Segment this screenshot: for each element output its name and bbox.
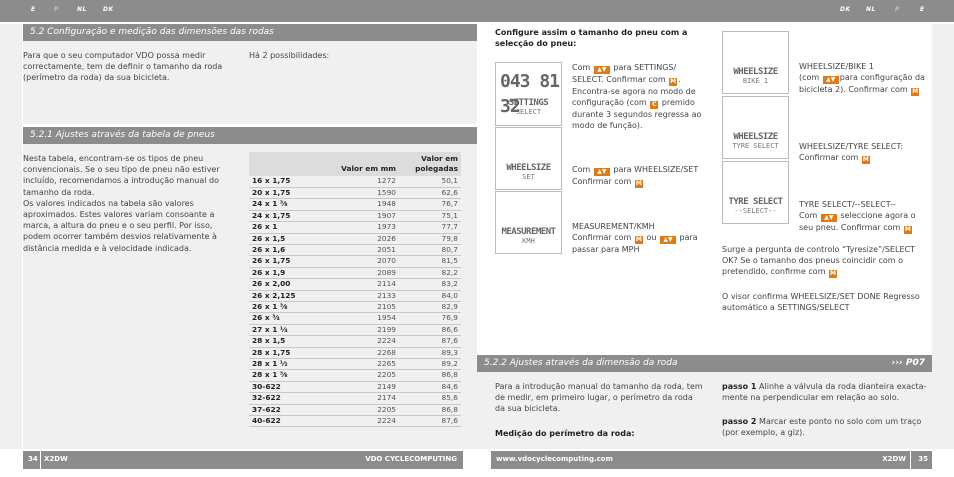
lcd-wheelsize-tyreselect [722, 96, 789, 159]
table-row [249, 393, 461, 404]
table-row [249, 199, 461, 210]
tyre-mm-cell: 2105 [325, 301, 399, 312]
tyre-mm-cell: 2224 [325, 336, 399, 347]
table-row [249, 233, 461, 244]
tyre-in-cell: 50,1 [399, 176, 461, 187]
tyre-size-cell: 37-622 [249, 404, 325, 415]
tyre-in-cell: 86,8 [399, 404, 461, 415]
tyre-size-cell: 32-622 [249, 393, 325, 404]
right-margin-strip [932, 24, 954, 449]
tyre-in-cell: 84,6 [399, 381, 461, 392]
tyre-size-cell: 30-622 [249, 381, 325, 392]
lcd-line1: MEASUREMENT [501, 227, 556, 237]
lang-dk: DK [103, 6, 114, 13]
tyre-mm-cell: 2224 [325, 416, 399, 427]
m-button-icon: M [670, 78, 677, 85]
footer-divider [910, 451, 911, 469]
tyre-size-cell: 26 x 2,125 [249, 290, 325, 301]
section-521-text2: Os valores indicados na tabela são valores aproximados. Estes valores variam consoante a marca, a altura do pneu e o seu perfil. Por isso, podem ocorrer também desvios relativamente à distância medida e à velocidade indicada. [23, 198, 217, 253]
table-row [249, 267, 461, 278]
tyre-mm-cell: 1590 [325, 187, 399, 198]
tyre-mm-cell: 2026 [325, 233, 399, 244]
model-right: X2DW [882, 455, 906, 463]
tyre-mm-cell: 2205 [325, 404, 399, 415]
lcd-tyreselect-select [722, 161, 789, 224]
tyre-mm-cell: 1973 [325, 222, 399, 233]
table-row [249, 256, 461, 267]
table-row [249, 210, 461, 221]
config-title: Configure assim o tamanho do pneu com a selecção do pneu: [495, 28, 688, 49]
lcd-line2: --SELECT-- [734, 207, 777, 215]
tyre-mm-cell: 2051 [325, 244, 399, 255]
tyre-table [249, 152, 461, 427]
section-52-possibilities: Há 2 possibilidades: [249, 51, 330, 60]
table-row [249, 347, 461, 358]
tyre-mm-cell: 1954 [325, 313, 399, 324]
table-row [249, 324, 461, 335]
tyre-size-cell: 26 x 1 [249, 222, 325, 233]
table-row [249, 358, 461, 369]
website-url[interactable]: www.vdocyclecomputing.com [496, 455, 613, 463]
table-row [249, 313, 461, 324]
lang-p: P [54, 6, 59, 13]
lcd-line2: BIKE 1 [742, 77, 769, 85]
tyre-mm-cell: 2174 [325, 393, 399, 404]
tyre-size-cell: 16 x 1,75 [249, 176, 325, 187]
tyre-mm-cell: 2265 [325, 358, 399, 369]
section-521-heading [23, 127, 477, 144]
tyre-in-cell: 76,9 [399, 313, 461, 324]
tyre-size-cell: 28 x 1 ¹⁄₂ [249, 358, 325, 369]
section-522-step2: passo 2 Marcar este ponto no solo com um traço (por exemplo, a giz). [722, 417, 922, 438]
footer-divider [40, 451, 41, 469]
tyre-mm-cell: 1272 [325, 176, 399, 187]
section-521-text [23, 153, 241, 254]
tyre-in-cell: 89,3 [399, 347, 461, 358]
lang-p-right: P [895, 6, 900, 13]
section-521-title: 5.2.1 Ajustes através da tabela de pneus [30, 130, 215, 141]
tyre-in-cell: 80,7 [399, 244, 461, 255]
table-row [249, 222, 461, 233]
tyre-in-cell: 87,6 [399, 416, 461, 427]
lcd-digits: 043 81 32 [500, 71, 560, 118]
config-step-5: WHEELSIZE/TYRE SELECT: Confirmar com M [799, 142, 904, 164]
config-step-1: Com ▲▼ para SETTINGS/ SELECT. Confirmar com M . Encontra-se agora no modo de configuração (com C premido durante 3 segundos regressa ao modo de função). [572, 63, 702, 131]
tyre-size-cell: 24 x 1,75 [249, 210, 325, 221]
tyre-mm-cell: 2199 [325, 324, 399, 335]
tyre-in-cell: 85,6 [399, 393, 461, 404]
tyre-size-cell: 28 x 1,5 [249, 336, 325, 347]
tyre-mm-cell: 2070 [325, 256, 399, 267]
section-522-step1: passo 1 Alinhe a válvula da roda dianteira exacta-mente na perpendicular em relação ao solo. [722, 382, 927, 403]
lcd-measurement-kmh [495, 191, 562, 254]
lcd-line2: KMH [522, 237, 535, 245]
table-row [249, 176, 461, 187]
lcd-wheelsize-set [495, 127, 562, 190]
config-step-2: Com ▲▼ para WHEELSIZE/SET Confirmar com M [572, 165, 699, 187]
tyre-in-cell: 89,2 [399, 358, 461, 369]
tyre-mm-cell: 2089 [325, 267, 399, 278]
c-button-icon: C [652, 101, 657, 109]
m-button-icon: M [635, 180, 642, 187]
tyre-mm-cell: 2268 [325, 347, 399, 358]
tyre-in-cell: 76,7 [399, 199, 461, 210]
tyre-mm-cell: 2149 [325, 381, 399, 392]
config-step-7: Surge a pergunta de controlo “Tyresize”/SELECT OK? Se o tamanho dos pneus coincidir com o pretendido, confirme com M [722, 245, 915, 278]
tyre-in-cell: 82,2 [399, 267, 461, 278]
tyre-in-cell: 81,5 [399, 256, 461, 267]
tyre-mm-cell: 1948 [325, 199, 399, 210]
updown-button-icon: ▲▼ [594, 66, 610, 74]
tyre-in-cell: 79,8 [399, 233, 461, 244]
section-521-text1: Nesta tabela, encontram-se os tipos de pneu convencionais. Se o seu tipo de pneu não estiver incluído, recomendamos a introdução manual do tamanho da roda. [23, 154, 220, 197]
lcd-line1: SETTINGS [508, 98, 549, 108]
lang-dk-right: DK [840, 6, 851, 13]
lcd-line1: TYRE SELECT [728, 197, 783, 207]
lang-nl-right: NL [866, 6, 876, 13]
lcd-settings-select [495, 62, 562, 126]
tyre-size-cell: 26 x 1,75 [249, 256, 325, 267]
brand-name: VDO CYCLECOMPUTING [365, 455, 457, 463]
table-row [249, 279, 461, 290]
tyre-size-cell: 26 x ³⁄₄ [249, 313, 325, 324]
tyre-size-cell: 26 x 1,6 [249, 244, 325, 255]
tyre-col-size [249, 152, 325, 176]
tyre-size-cell: 26 x 1 ³⁄₈ [249, 301, 325, 312]
updown-button-icon: ▲▼ [660, 236, 676, 244]
lcd-line2: TYRE SELECT [732, 142, 779, 150]
tyre-in-cell: 86,8 [399, 370, 461, 381]
lcd-line1: WHEELSIZE [506, 163, 551, 173]
table-row [249, 336, 461, 347]
config-step-4: WHEELSIZE/BIKE 1 (com ▲▼ para configuração da bicicleta 2). Confirmar com M [799, 62, 925, 96]
section-522-heading [477, 355, 932, 372]
section-52-title: 5.2 Configuração e medição das dimensões das rodas [30, 27, 274, 38]
section-522-text: Para a introdução manual do tamanho da roda, tem de medir, em primeiro lugar, o perímetro da roda da sua bicicleta. [495, 382, 703, 414]
page-ref-link[interactable]: ››› P07 [891, 358, 925, 369]
page-number-right: 35 [918, 455, 928, 463]
lcd-line2: SET [522, 173, 535, 181]
tyre-in-cell: 62,6 [399, 187, 461, 198]
config-step-6: TYRE SELECT/--SELECT-- Com ▲▼ seleccione agora o seu pneu. Confirmar com M [799, 200, 916, 234]
lcd-line1: WHEELSIZE [733, 67, 778, 77]
tyre-mm-cell: 2205 [325, 370, 399, 381]
section-522-title: 5.2.2 Ajustes através da dimensão da roda [484, 358, 678, 369]
m-button-icon: M [862, 156, 869, 164]
tyre-size-cell: 26 x 1,9 [249, 267, 325, 278]
table-row [249, 416, 461, 427]
table-row [249, 301, 461, 312]
m-button-icon: M [912, 88, 919, 96]
table-row [249, 381, 461, 392]
section-52-heading [23, 24, 477, 41]
tyre-size-cell: 26 x 2,00 [249, 279, 325, 290]
tyre-table-body [249, 176, 461, 427]
lang-e: E [31, 6, 36, 13]
tyre-mm-cell: 2114 [325, 279, 399, 290]
table-row [249, 187, 461, 198]
updown-button-icon: ▲▼ [823, 76, 839, 84]
table-row [249, 404, 461, 415]
tyre-size-cell: 28 x 1 ³⁄₈ [249, 370, 325, 381]
lang-e-right: E [920, 6, 925, 13]
tyre-in-cell: 77,7 [399, 222, 461, 233]
tyre-size-cell: 28 x 1,75 [249, 347, 325, 358]
m-button-icon: M [635, 236, 642, 244]
lcd-line2: SELECT [515, 108, 542, 116]
tyre-size-cell: 24 x 1 ³⁄₈ [249, 199, 325, 210]
m-button-icon: M [904, 226, 911, 234]
model-left: X2DW [44, 455, 68, 463]
m-button-icon: M [830, 270, 837, 278]
config-step-3: MEASUREMENT/KMH Confirmar com M ou ▲▼ para passar para MPH [572, 222, 698, 255]
config-step-8: O visor confirma WHEELSIZE/SET DONE Regresso automático a SETTINGS/SELECT [722, 292, 920, 313]
footer-right [491, 451, 932, 469]
lang-nl: NL [77, 6, 87, 13]
tyre-in-cell: 86,6 [399, 324, 461, 335]
tyre-in-cell: 82,9 [399, 301, 461, 312]
tyre-size-cell: 40-622 [249, 416, 325, 427]
tyre-table-header [249, 152, 461, 176]
updown-button-icon: ▲▼ [821, 214, 837, 222]
header-bar [0, 0, 954, 22]
table-row [249, 370, 461, 381]
left-margin-strip [0, 24, 22, 449]
tyre-size-cell: 27 x 1 ¹⁄₄ [249, 324, 325, 335]
tyre-in-cell: 75,1 [399, 210, 461, 221]
table-row [249, 244, 461, 255]
tyre-mm-cell: 1907 [325, 210, 399, 221]
section-52-intro: Para que o seu computador VDO possa medir correctamente, tem de definir o tamanho da roda (perímetro da roda) da sua bicicleta. [23, 51, 223, 83]
tyre-in-cell: 83,2 [399, 279, 461, 290]
tyre-mm-cell: 2133 [325, 290, 399, 301]
updown-button-icon: ▲▼ [594, 168, 610, 176]
page-number-left: 34 [28, 455, 38, 463]
table-row [249, 290, 461, 301]
tyre-in-cell: 84,0 [399, 290, 461, 301]
lcd-wheelsize-bike1 [722, 31, 789, 94]
tyre-size-cell: 26 x 1,5 [249, 233, 325, 244]
footer-left [23, 451, 463, 469]
lcd-line1: WHEELSIZE [733, 132, 778, 142]
section-522-measure-title: Medição do perímetro da roda: [495, 429, 635, 438]
tyre-size-cell: 20 x 1,75 [249, 187, 325, 198]
tyre-in-cell: 87,6 [399, 336, 461, 347]
tyre-col-mm: Valor em mm [325, 152, 399, 176]
tyre-col-in: Valor em polegadas [399, 152, 461, 176]
